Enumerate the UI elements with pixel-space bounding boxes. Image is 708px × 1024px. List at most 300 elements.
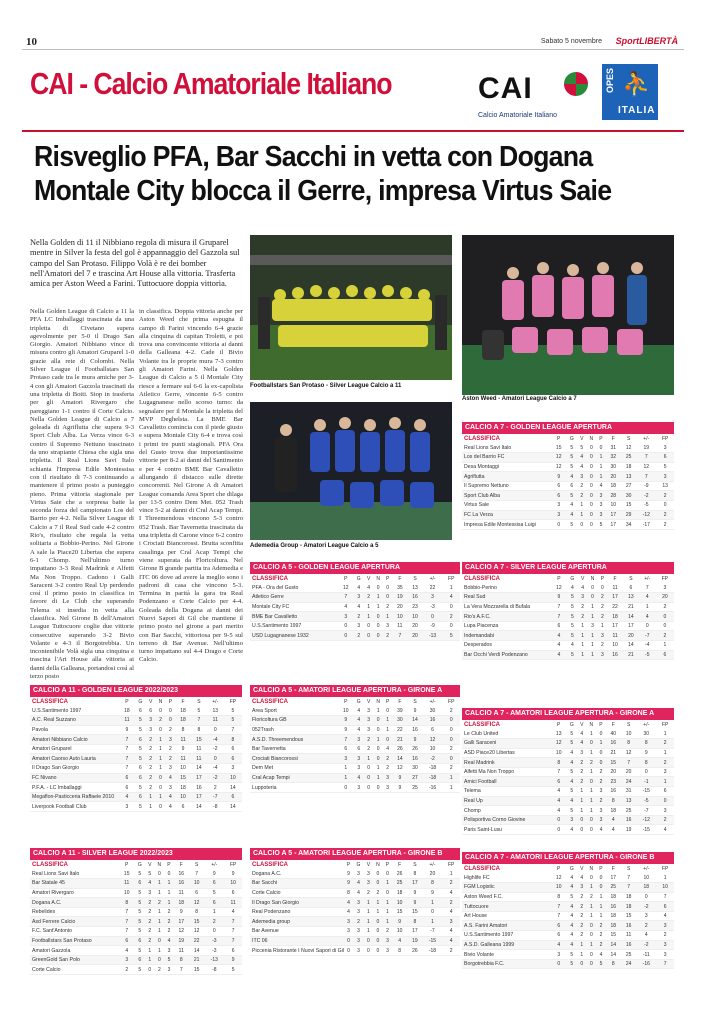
stat-cell: 11 — [607, 631, 623, 641]
stat-cell: 4 — [656, 825, 674, 835]
team-name: ITC 06 — [250, 936, 344, 946]
stat-cell: 4 — [353, 602, 364, 612]
stat-cell: -9 — [636, 481, 656, 491]
column-header: F — [398, 861, 402, 868]
stat-cell: 4 — [567, 583, 578, 593]
stat-cell: 9 — [407, 898, 422, 908]
stat-cell: 5 — [224, 716, 242, 726]
stat-cell: 0 — [586, 510, 596, 520]
stat-cell: 12 — [189, 927, 204, 937]
stat-cell: 5 — [145, 869, 154, 879]
column-header: P — [557, 435, 561, 442]
stat-cell: 0 — [204, 927, 224, 937]
stat-cell: 5 — [566, 443, 577, 453]
stat-cell: 5 — [566, 491, 577, 501]
column-header: V — [580, 721, 584, 728]
stat-cell: 6 — [119, 783, 135, 793]
stat-cell: 0 — [656, 501, 674, 511]
stat-cell: 15 — [551, 443, 566, 453]
stat-cell: -2 — [636, 902, 656, 912]
stat-cell: 9 — [204, 869, 224, 879]
stat-cell: 0 — [155, 802, 165, 812]
stat-cell: 2 — [656, 602, 674, 612]
table-row — [462, 883, 674, 893]
stat-cell: -16 — [423, 783, 443, 793]
column-header: +/- — [212, 698, 219, 705]
stat-cell: 3 — [596, 815, 605, 825]
stat-cell: 2 — [364, 888, 373, 898]
photo-caption-2: Aston Weed - Amatori League Calcio a 7 — [462, 396, 577, 402]
stat-cell: 22 — [607, 602, 623, 612]
stat-cell: 0 — [423, 612, 443, 622]
table-row — [462, 650, 674, 660]
stat-cell: 30 — [621, 491, 636, 501]
table-row — [30, 773, 242, 783]
stat-cell: 2 — [656, 758, 674, 768]
stat-cell: 5 — [566, 950, 577, 960]
stat-cell: 8 — [344, 888, 353, 898]
stat-cell: 0 — [207, 725, 224, 735]
team-name: Amici Football — [462, 777, 551, 787]
stat-cell: 15 — [191, 735, 207, 745]
standings-table-silver7 — [462, 562, 674, 660]
stat-cell: 2 — [598, 641, 608, 651]
table-title: CALCIO A 7 - AMATORI LEAGUE APERTURA - GIRONE B — [462, 852, 674, 864]
table-row — [462, 950, 674, 960]
stat-cell: 2 — [154, 898, 164, 908]
stat-cell: 14 — [224, 802, 242, 812]
stat-cell: 30 — [606, 462, 621, 472]
stat-cell: -18 — [423, 773, 443, 783]
stat-cell: 3 — [344, 917, 353, 927]
stat-cell: 7 — [224, 917, 242, 927]
stat-cell: 0 — [586, 443, 596, 453]
stat-cell: 1 — [373, 706, 383, 716]
team-name: A.S.D. Galleana 1999 — [462, 940, 551, 950]
stat-cell: 0 — [656, 612, 674, 622]
stat-cell: 4 — [566, 777, 577, 787]
stat-cell: 23 — [606, 777, 621, 787]
team-name: P.F.A. - LC Imballaggi — [30, 783, 119, 793]
stat-cell: 15 — [407, 907, 422, 917]
stat-cell: 16 — [621, 921, 636, 931]
stat-cell: 1 — [587, 641, 597, 651]
stat-cell: 1 — [656, 641, 674, 651]
stat-cell: 14 — [191, 802, 207, 812]
stat-cell: 15 — [189, 917, 204, 927]
stat-cell: 14 — [606, 940, 621, 950]
team-name: Montale City FC — [250, 602, 338, 612]
stat-cell: 0 — [586, 501, 596, 511]
stat-cell: 12 — [621, 748, 636, 758]
stat-cell: 5 — [567, 612, 578, 622]
stat-cell: 3 — [383, 773, 392, 783]
stat-cell: 1 — [578, 631, 588, 641]
table-row — [30, 706, 242, 716]
stat-cell: 13 — [407, 583, 422, 593]
stat-cell: 7 — [639, 583, 656, 593]
stat-cell: 14 — [623, 641, 639, 651]
stat-cell: 1 — [154, 888, 164, 898]
table-row — [462, 462, 674, 472]
table-row — [462, 767, 674, 777]
stat-cell: 1 — [423, 898, 443, 908]
stat-cell: 0 — [551, 520, 566, 530]
stat-cell: 7 — [621, 873, 636, 883]
table-title: CALCIO A 7 - SILVER LEAGUE APERTURA — [462, 562, 674, 574]
stat-cell: 1 — [383, 898, 392, 908]
column-header: G — [356, 861, 361, 868]
stat-cell: 0 — [364, 773, 373, 783]
stat-cell: 5 — [566, 892, 577, 902]
stat-cell: 4 — [119, 792, 135, 802]
stat-cell: 1 — [577, 950, 586, 960]
stat-cell: 20 — [656, 593, 674, 603]
stat-cell: 17 — [607, 621, 623, 631]
stat-cell: 3 — [656, 472, 674, 482]
stat-cell: 4 — [606, 825, 621, 835]
stat-cell: 0 — [154, 869, 164, 879]
team-name: BME Bar Cavalletto — [250, 612, 338, 622]
stat-cell: 4 — [551, 650, 567, 660]
table-row — [462, 453, 674, 463]
column-header: N — [589, 865, 594, 872]
stat-cell: 5 — [442, 631, 460, 641]
stat-cell: 15 — [621, 501, 636, 511]
standings-table-silver11 — [30, 848, 242, 975]
stat-cell: 3 — [164, 946, 173, 956]
stat-cell: 5 — [566, 739, 577, 749]
column-header: FP — [661, 435, 669, 442]
table-row — [30, 802, 242, 812]
stat-cell: 0 — [373, 754, 383, 764]
table-row — [462, 602, 674, 612]
stat-cell: 6 — [656, 902, 674, 912]
column-header: F — [611, 721, 615, 728]
article-lead: Nella Golden di 11 il Nibbiano regola di misura il Gruparel mentre in Silver la festa del gol è appannaggio del Gazzola sul campo del San Protaso. Filippo Volà è re dei bomber nell'Amatori del 7 e trascina Art House alla vittoria. Trasferta amica per Aston Weed a Farini. Tuttocuore doppia vittoria. — [30, 238, 240, 289]
stat-cell: -8 — [207, 802, 224, 812]
team-name: Il Drago San Giorgio — [250, 898, 344, 908]
stat-cell: 18 — [175, 706, 191, 716]
stat-cell: 2 — [364, 593, 373, 603]
stat-cell: 3 — [166, 764, 176, 774]
stat-cell: 0 — [586, 931, 596, 941]
stat-cell: 4 — [566, 796, 577, 806]
stat-cell: 3 — [577, 883, 586, 893]
stat-cell: 2 — [656, 815, 674, 825]
stat-cell: 0 — [383, 583, 392, 593]
stat-cell: 10 — [656, 883, 674, 893]
table-row — [250, 631, 460, 641]
stat-cell: 3 — [164, 965, 173, 975]
stat-cell: 3 — [442, 917, 460, 927]
stat-cell: 0 — [154, 955, 164, 965]
team-name: Corte Calcio — [250, 888, 344, 898]
stat-cell: 1 — [577, 787, 586, 797]
stat-cell: 39 — [392, 706, 407, 716]
table-row — [30, 716, 242, 726]
team-name: Telema — [462, 787, 551, 797]
table-row — [462, 593, 674, 603]
stat-cell: 18 — [636, 883, 656, 893]
team-name: Bar Sacchi — [250, 879, 344, 889]
stat-cell: 1 — [596, 472, 605, 482]
team-photo-aston-weed — [462, 235, 674, 395]
cai-logo-subtitle: Calcio Amatoriale Italiano — [478, 112, 557, 119]
stat-cell: 20 — [423, 869, 443, 879]
stat-cell: 0 — [442, 725, 460, 735]
table-row — [462, 911, 674, 921]
column-header: P — [125, 698, 129, 705]
stat-cell: 11 — [119, 716, 135, 726]
table-row — [250, 706, 460, 716]
stat-cell: -3 — [204, 936, 224, 946]
stat-cell: -2 — [207, 744, 224, 754]
column-header: FP — [447, 861, 455, 868]
stat-cell: 0 — [598, 583, 608, 593]
stat-cell: 0 — [586, 959, 596, 969]
stat-cell: 5 — [566, 959, 577, 969]
stat-cell: 29 — [621, 510, 636, 520]
stat-cell: 10 — [621, 729, 636, 739]
stat-cell: 4 — [566, 501, 577, 511]
stat-cell: 7 — [224, 725, 242, 735]
stat-cell: 5 — [135, 802, 146, 812]
stat-cell: 1 — [154, 917, 164, 927]
stat-cell: 3 — [578, 593, 588, 603]
stat-cell: 0 — [344, 946, 353, 956]
classifica-header: CLASSIFICA — [252, 699, 288, 705]
column-header: G — [356, 698, 361, 705]
table-row — [30, 955, 242, 965]
stat-cell: 1 — [587, 612, 597, 622]
stat-cell: 2 — [596, 931, 605, 941]
stat-cell: 4 — [566, 758, 577, 768]
stat-cell: 7 — [338, 593, 353, 603]
stat-cell: 10 — [175, 764, 191, 774]
section-title: CAI - Calcio Amatoriale Italiano — [30, 66, 392, 101]
stat-cell: 8 — [119, 898, 134, 908]
stat-cell: 10 — [392, 612, 407, 622]
standings-table-gold11 — [30, 685, 242, 812]
stat-cell: 0 — [364, 946, 373, 956]
stat-cell: 40 — [606, 729, 621, 739]
team-name: Bar Avenue — [250, 927, 344, 937]
stat-cell: 1 — [596, 911, 605, 921]
team-name: Alfetti Ma Non Troppo — [462, 767, 551, 777]
table-row — [30, 869, 242, 879]
stat-cell: 1 — [587, 650, 597, 660]
stat-cell: 4 — [656, 911, 674, 921]
stat-cell: 7 — [119, 744, 135, 754]
table-row — [250, 888, 460, 898]
team-name: Real Up — [462, 796, 551, 806]
stat-cell: 3 — [383, 936, 392, 946]
stat-cell: 1 — [586, 748, 596, 758]
stat-cell: 2 — [577, 481, 586, 491]
stat-cell: 7 — [621, 883, 636, 893]
stat-cell: 2 — [442, 898, 460, 908]
column-header: P — [385, 861, 390, 868]
stat-cell: -15 — [636, 825, 656, 835]
stat-cell: 0 — [586, 491, 596, 501]
stat-cell: 0 — [442, 602, 460, 612]
stat-cell: 15 — [119, 869, 134, 879]
table-row — [250, 725, 460, 735]
stat-cell: 0 — [383, 888, 392, 898]
stat-cell: 9 — [636, 748, 656, 758]
stat-cell: -4 — [639, 641, 656, 651]
stat-cell: 0 — [364, 936, 373, 946]
stat-cell: 9 — [551, 472, 566, 482]
classifica-header: CLASSIFICA — [32, 862, 68, 868]
stat-cell: 0 — [586, 472, 596, 482]
column-header: P — [557, 865, 561, 872]
team-name: Dem Met — [250, 764, 338, 774]
stat-cell: 20 — [621, 767, 636, 777]
stat-cell: 9 — [344, 869, 353, 879]
stat-cell: 9 — [174, 907, 189, 917]
column-header: G — [138, 698, 143, 705]
stat-cell: 5 — [566, 767, 577, 777]
team-name: Sport Club Alba — [462, 491, 551, 501]
stat-cell: 5 — [134, 917, 145, 927]
stat-cell: -18 — [423, 764, 443, 774]
stat-cell: 3 — [353, 783, 364, 793]
column-header: N — [376, 698, 380, 705]
table-row — [462, 631, 674, 641]
stat-cell: 1 — [586, 796, 596, 806]
team-name: Bar Tavernetta — [250, 744, 338, 754]
table-row — [30, 754, 242, 764]
stat-cell: 32 — [606, 453, 621, 463]
team-name: Asd Ferrere Calcio — [30, 917, 119, 927]
stat-cell: 2 — [166, 754, 176, 764]
stat-cell: -16 — [636, 959, 656, 969]
stat-cell: 2 — [146, 773, 156, 783]
team-name: Real Lions Savi Italo — [462, 443, 551, 453]
team-name: Corte Calcio — [30, 965, 119, 975]
stat-cell: 2 — [598, 612, 608, 622]
stat-cell: 25 — [392, 879, 407, 889]
stat-cell: 10 — [175, 792, 191, 802]
team-name: Area Sport — [250, 706, 338, 716]
stat-cell: 1 — [577, 940, 586, 950]
stat-cell: 2 — [146, 754, 156, 764]
stat-cell: 0 — [586, 873, 596, 883]
stat-cell: 2 — [166, 744, 176, 754]
stat-cell: 7 — [338, 735, 353, 745]
team-photo-footballstars — [250, 235, 452, 380]
stat-cell: 2 — [586, 892, 596, 902]
stat-cell: 1 — [587, 602, 597, 612]
stat-cell: 0 — [596, 729, 605, 739]
stat-cell: 2 — [442, 764, 460, 774]
team-name: Impresa Edile Montessisa Luigi — [462, 520, 551, 530]
stat-cell: 9 — [119, 725, 135, 735]
stat-cell: 25 — [621, 806, 636, 816]
stat-cell: 28 — [606, 491, 621, 501]
stat-cell: 2 — [577, 758, 586, 768]
stat-cell: 10 — [423, 744, 443, 754]
standings-table-amatoriA5 — [250, 685, 460, 793]
stat-cell: 1 — [373, 602, 383, 612]
stat-cell: 0 — [383, 869, 392, 879]
stat-cell: 4 — [551, 940, 566, 950]
stat-cell: 3 — [166, 783, 176, 793]
stat-cell: 0 — [586, 921, 596, 931]
stat-cell: 4 — [551, 787, 566, 797]
stat-cell: 1 — [155, 754, 165, 764]
stat-cell: 9 — [344, 879, 353, 889]
stat-cell: 0 — [338, 631, 353, 641]
stat-cell: 20 — [407, 621, 422, 631]
stat-cell: 1 — [373, 735, 383, 745]
stat-cell: 1 — [596, 902, 605, 912]
stat-cell: 21 — [623, 602, 639, 612]
table-row — [30, 725, 242, 735]
team-name: 052Trash — [250, 725, 338, 735]
stat-cell: 18 — [606, 921, 621, 931]
stat-cell: 5 — [224, 706, 242, 716]
stat-cell: 4 — [566, 873, 577, 883]
stat-cell: 13 — [623, 593, 639, 603]
stat-cell: 1 — [586, 902, 596, 912]
table-row — [462, 921, 674, 931]
stat-cell: 4 — [578, 583, 588, 593]
team-name: Dogana A.C. — [250, 869, 344, 879]
stat-cell: 0 — [373, 583, 383, 593]
stat-cell: 4 — [353, 773, 364, 783]
table-title: CALCIO A 7 - GOLDEN LEAGUE APERTURA — [462, 422, 674, 434]
stat-cell: 10 — [392, 898, 407, 908]
team-name: Bar Occhi Verdi Podenzano — [462, 650, 551, 660]
stat-cell: 9 — [407, 735, 422, 745]
team-name: Atletico Gerre — [250, 593, 338, 603]
stat-cell: 3 — [383, 783, 392, 793]
stat-cell: 6 — [566, 481, 577, 491]
team-name: Floricoltura GB — [250, 716, 338, 726]
stat-cell: 2 — [577, 911, 586, 921]
stat-cell: 4 — [606, 815, 621, 825]
stat-cell: 7 — [636, 472, 656, 482]
standings-grid — [462, 574, 674, 660]
column-header: N — [590, 575, 595, 582]
stat-cell: 4 — [596, 950, 605, 960]
stat-cell: 0 — [373, 879, 383, 889]
stat-cell: 4 — [577, 462, 586, 472]
opes-logo — [602, 64, 658, 120]
stat-cell: 1 — [598, 621, 608, 631]
stat-cell: 1 — [338, 764, 353, 774]
stat-cell: 7 — [119, 907, 134, 917]
stat-cell: 7 — [551, 602, 567, 612]
stat-cell: 2 — [145, 898, 154, 908]
stat-cell: -7 — [636, 806, 656, 816]
stat-cell: -1 — [636, 777, 656, 787]
stat-cell: 14 — [606, 950, 621, 960]
stat-cell: 4 — [566, 911, 577, 921]
stat-cell: 0 — [586, 453, 596, 463]
stat-cell: 19 — [174, 936, 189, 946]
table-row — [250, 773, 460, 783]
column-header: +/- — [429, 698, 436, 705]
stat-cell: 25 — [621, 453, 636, 463]
stat-cell: 1 — [383, 917, 392, 927]
stat-cell: 6 — [119, 936, 134, 946]
stat-cell: 19 — [407, 936, 422, 946]
stat-cell: 0 — [586, 950, 596, 960]
